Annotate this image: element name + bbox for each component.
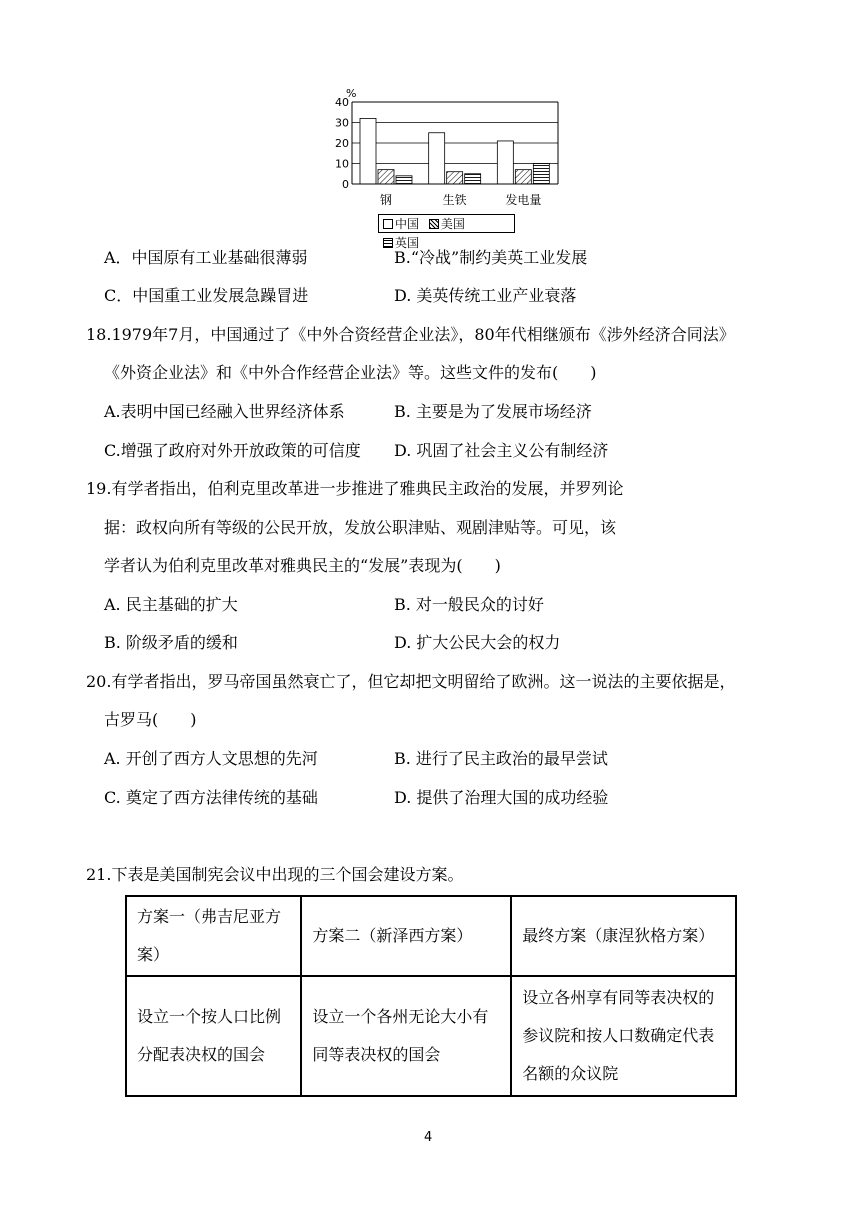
bar-2-1 <box>515 170 531 184</box>
q17-option-a[interactable]: A．中国原有工业基础很薄弱 <box>104 248 308 267</box>
legend-swatch-blank <box>383 219 393 229</box>
bar-0-0 <box>360 118 376 184</box>
bar-2-2 <box>533 164 549 185</box>
congress-plan-table <box>125 895 737 1097</box>
table-header-row <box>126 896 736 976</box>
legend-uk: 英国 <box>383 234 419 253</box>
q19-option-a[interactable]: A. 民主基础的扩大 <box>104 595 238 614</box>
y-tick-label: 10 <box>335 157 349 171</box>
chart-legend <box>378 214 515 250</box>
q18-option-c[interactable]: C.增强了政府对外开放政策的可信度 <box>104 441 361 460</box>
bar-1-0 <box>429 133 445 184</box>
table-cell: 设立一个各州无论大小有同等表决权的国会 <box>301 976 511 1096</box>
q17-option-b[interactable]: B.“冷战”制约美英工业发展 <box>394 248 588 267</box>
chart-bars <box>360 118 549 184</box>
bar-2-0 <box>497 141 513 184</box>
q20-option-b[interactable]: B. 进行了民主政治的最早尝试 <box>394 749 608 768</box>
q20-stem-line-1: 20.有学者指出，罗马帝国虽然衰亡了，但它却把文明留给了欧洲。这一说法的主要依据是， <box>86 672 736 691</box>
legend-china: 中国 <box>383 215 419 234</box>
table-header-cell: 最终方案（康涅狄格方案） <box>511 896 736 976</box>
y-tick-label: 40 <box>335 96 349 109</box>
table-header-cell: 方案一（弗吉尼亚方案） <box>126 896 301 976</box>
bar-0-1 <box>378 170 394 184</box>
q18-option-d[interactable]: D. 巩固了社会主义公有制经济 <box>394 441 609 460</box>
q19-stem-line-3: 学者认为伯利克里改革对雅典民主的“发展”表现为( ) <box>104 556 501 575</box>
q18-stem-line-1: 18.1979年7月，中国通过了《中外合资经营企业法》，80年代相继颁布《涉外经济合同法》 <box>86 325 735 344</box>
q21-stem-line-1: 21.下表是美国制宪会议中出现的三个国会建设方案。 <box>86 865 464 884</box>
bar-1-1 <box>447 172 463 184</box>
table-cell: 设立一个按人口比例分配表决权的国会 <box>126 976 301 1096</box>
legend-usa: 美国 <box>429 215 465 234</box>
q19-option-c[interactable]: B. 阶级矛盾的缓和 <box>104 633 238 652</box>
bar-1-2 <box>465 174 481 184</box>
y-tick-label: 30 <box>335 116 349 130</box>
table-row <box>126 976 736 1096</box>
y-axis-label: % <box>346 87 357 100</box>
production-bar-chart <box>330 86 570 216</box>
table-header-cell: 方案二（新泽西方案） <box>301 896 511 976</box>
legend-swatch-horizontal <box>383 238 393 248</box>
q18-option-b[interactable]: B. 主要是为了发展市场经济 <box>394 402 592 421</box>
y-tick-label: 20 <box>335 137 349 150</box>
q17-option-c[interactable]: C．中国重工业发展急躁冒进 <box>104 286 309 305</box>
legend-swatch-diagonal <box>429 219 439 229</box>
q18-stem-line-2: 《外资企业法》和《中外合作经营企业法》等。这些文件的发布( ) <box>104 363 597 382</box>
page-number: 4 <box>424 1130 433 1145</box>
q20-stem-line-2: 古罗马( ) <box>104 710 197 729</box>
q19-option-b[interactable]: B. 对一般民众的讨好 <box>394 595 544 614</box>
bar-0-2 <box>396 176 412 184</box>
q19-stem-line-1: 19.有学者指出，伯利克里改革进一步推进了雅典民主政治的发展，并罗列论 <box>86 479 624 498</box>
x-tick-label: 发电量 <box>505 193 542 207</box>
x-tick-label: 钢 <box>379 193 393 207</box>
y-tick-label: 0 <box>342 178 349 191</box>
q20-option-a[interactable]: A. 开创了西方人文思想的先河 <box>104 749 318 768</box>
q18-option-a[interactable]: A.表明中国已经融入世界经济体系 <box>104 402 345 421</box>
q20-option-c[interactable]: C. 奠定了西方法律传统的基础 <box>104 788 318 807</box>
x-tick-label: 生铁 <box>442 193 467 207</box>
q19-stem-line-2: 据：政权向所有等级的公民开放，发放公职津贴、观剧津贴等。可见，该 <box>104 518 617 537</box>
table-cell: 设立各州享有同等表决权的参议院和按人口数确定代表名额的众议院 <box>511 976 736 1096</box>
chart-grid <box>352 102 558 164</box>
q17-option-d[interactable]: D. 美英传统工业产业衰落 <box>394 286 577 305</box>
q20-option-d[interactable]: D. 提供了治理大国的成功经验 <box>394 788 609 807</box>
q19-option-d[interactable]: D. 扩大公民大会的权力 <box>394 633 561 652</box>
